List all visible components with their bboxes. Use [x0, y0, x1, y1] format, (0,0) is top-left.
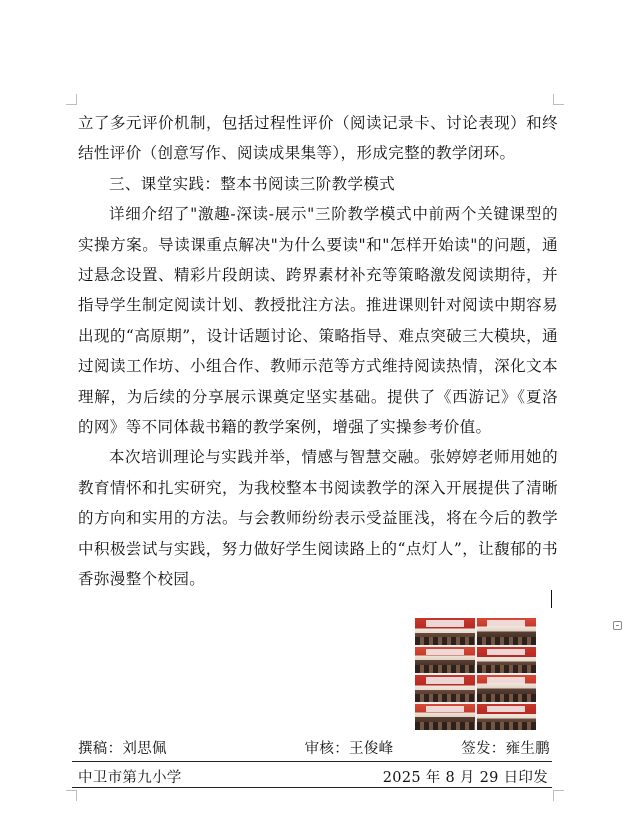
training-photo — [477, 704, 537, 731]
training-photo-collage[interactable] — [415, 618, 536, 730]
reviewer-credit: 审核：王俊峰 — [304, 741, 394, 757]
margin-corner-top-left — [66, 94, 77, 105]
footer-top-rule — [72, 761, 552, 762]
writer-credit: 撰稿：刘思佩 — [78, 741, 167, 757]
layout-options-icon[interactable] — [613, 621, 622, 630]
section-heading-classroom-practice[interactable]: 三、课堂实践：整本书阅读三阶教学模式 — [109, 174, 396, 193]
paragraph-teaching-model[interactable]: 详细介绍了"激趣-深读-展示"三阶教学模式中前两个关键课型的实操方案。导读课重点解决"为什么要读"和"怎样开始读"的问题，通过悬念设置、精彩片段朗读、跨界素材补充等策略激发阅读期待，并指导学生制定阅读计划、教授批注方法。推进课则针对阅读中期容易出现的“高原期”，设计话题讨论、策略指导、难点突破三大模块，通过阅读工作坊、小组合作、教师示范等方式维持阅读热情，深化文本理解，为后续的分享展示课奠定坚实基础。提供了《西游记》《夏洛的网》等不同体裁书籍的教学案例，增强了实操参考价值。 — [78, 205, 558, 437]
training-photo — [477, 618, 537, 645]
issue-date: 2025 年 8 月 29 日印发 — [382, 770, 548, 786]
training-photo — [415, 675, 475, 702]
margin-corner-bottom-right — [553, 790, 564, 801]
footer-bottom-rule — [72, 787, 552, 788]
paragraph-evaluation[interactable]: 立了多元评价机制，包括过程性评价（阅读记录卡、讨论表现）和终结性评价（创意写作、阅读成果集等），形成完整的教学闭环。 — [78, 114, 558, 163]
margin-corner-top-right — [553, 94, 564, 105]
training-photo — [415, 704, 475, 731]
training-photo — [477, 675, 537, 702]
document-body[interactable] — [78, 108, 558, 595]
training-photo — [477, 647, 537, 674]
training-photo — [415, 647, 475, 674]
school-name: 中卫市第九小学 — [78, 770, 182, 786]
issuer-credit: 签发：雍生鹏 — [461, 741, 550, 757]
margin-corner-bottom-left — [66, 790, 77, 801]
signoff-row — [78, 737, 550, 758]
text-cursor — [551, 590, 552, 608]
issue-footer — [78, 766, 548, 787]
training-photo — [415, 618, 475, 645]
paragraph-conclusion[interactable]: 本次培训理论与实践并举，情感与智慧交融。张婷婷老师用她的教育情怀和扎实研究，为我校整本书阅读教学的深入开展提供了清晰的方向和实用的方法。与会教师纷纷表示受益匪浅，将在今后的教学中积极尝试与实践，努力做好学生阅读路上的“点灯人”，让馥郁的书香弥漫整个校园。 — [78, 448, 558, 589]
